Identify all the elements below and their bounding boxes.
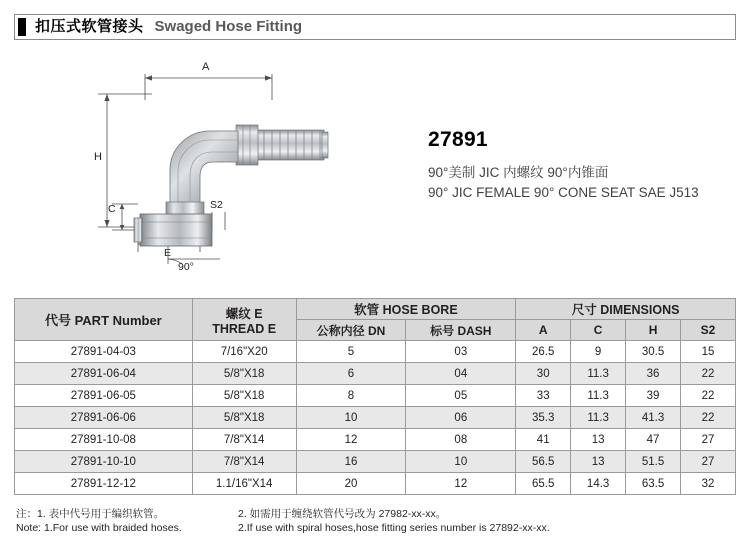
note-cn-left: 注：1. 表中代号用于编织软管。 (16, 508, 165, 520)
cell-c: 11.3 (571, 363, 626, 385)
cell-h: 47 (626, 429, 681, 451)
cell-c: 13 (571, 429, 626, 451)
footer-notes (16, 507, 736, 535)
cell-h: 39 (626, 385, 681, 407)
cell-c: 11.3 (571, 385, 626, 407)
dimension-a (145, 74, 272, 100)
cell-dash: 10 (406, 451, 516, 473)
cell-part-number: 27891-10-10 (15, 451, 193, 473)
cell-a: 30 (516, 363, 571, 385)
fitting-diagram-svg (60, 52, 390, 272)
cell-part-number: 27891-06-05 (15, 385, 193, 407)
cell-thread: 7/8"X14 (192, 429, 296, 451)
cell-dash: 05 (406, 385, 516, 407)
dimension-label-e: E (164, 247, 172, 259)
product-description-en: 90° JIC FEMALE 90° CONE SEAT SAE J513 (428, 185, 699, 200)
note-row-cn (16, 507, 736, 521)
header-thread-line1: 螺纹 E (225, 306, 263, 321)
cell-h: 30.5 (626, 341, 681, 363)
cell-c: 9 (571, 341, 626, 363)
header-titles (26, 15, 302, 39)
product-code: 27891 (428, 128, 488, 151)
cell-dash: 12 (406, 473, 516, 495)
cell-part-number: 27891-06-06 (15, 407, 193, 429)
table-row (15, 407, 736, 429)
product-info (428, 128, 738, 200)
cell-h: 51.5 (626, 451, 681, 473)
cell-a: 26.5 (516, 341, 571, 363)
header-accent-bar (18, 18, 26, 36)
cell-a: 41 (516, 429, 571, 451)
table-body (15, 341, 736, 495)
cell-s2: 22 (681, 363, 736, 385)
cell-part-number: 27891-10-08 (15, 429, 193, 451)
table-row (15, 473, 736, 495)
cell-part-number: 27891-06-04 (15, 363, 193, 385)
cell-s2: 22 (681, 407, 736, 429)
cell-s2: 27 (681, 451, 736, 473)
cell-a: 35.3 (516, 407, 571, 429)
header-h: H (626, 320, 681, 341)
ferrule-collar (236, 125, 258, 165)
cell-c: 11.3 (571, 407, 626, 429)
specifications-table (14, 298, 736, 495)
cell-dash: 04 (406, 363, 516, 385)
table-row (15, 341, 736, 363)
table-header (15, 299, 736, 341)
cell-thread: 7/16"X20 (192, 341, 296, 363)
cell-c: 14.3 (571, 473, 626, 495)
cell-h: 36 (626, 363, 681, 385)
cell-dn: 12 (296, 429, 406, 451)
note-en-right: 2.If use with spiral hoses,hose fitting series number is 27892-xx-xx. (238, 522, 550, 534)
page-header (14, 14, 736, 40)
cell-dn: 5 (296, 341, 406, 363)
cell-dn: 6 (296, 363, 406, 385)
dimension-s2 (212, 212, 225, 230)
cell-thread: 7/8"X14 (192, 451, 296, 473)
note-row-en (16, 521, 736, 535)
table-row (15, 385, 736, 407)
cell-dn: 8 (296, 385, 406, 407)
cell-s2: 22 (681, 385, 736, 407)
header-dn: 公称内径 DN (296, 320, 406, 341)
cell-dash: 08 (406, 429, 516, 451)
product-drawing (60, 52, 390, 272)
note-en-left: Note: 1.For use with braided hoses. (16, 522, 182, 534)
cell-dash: 06 (406, 407, 516, 429)
cell-h: 63.5 (626, 473, 681, 495)
cell-a: 65.5 (516, 473, 571, 495)
note-cn-right: 2. 如需用于缠绕软管代号改为 27982-xx-xx。 (238, 508, 447, 520)
cell-a: 33 (516, 385, 571, 407)
swivel-nut (134, 214, 212, 246)
table-row (15, 451, 736, 473)
header-hose-bore: 软管 HOSE BORE (296, 299, 516, 320)
header-thread (192, 299, 296, 341)
dimension-label-c: C (108, 203, 116, 215)
header-thread-line2: THREAD E (212, 321, 277, 336)
cell-thread: 5/8"X18 (192, 385, 296, 407)
cell-thread: 5/8"X18 (192, 407, 296, 429)
cell-s2: 27 (681, 429, 736, 451)
dimension-label-h: H (94, 151, 102, 163)
hose-insert-section (256, 130, 328, 160)
cell-thread: 5/8"X18 (192, 363, 296, 385)
header-dimensions: 尺寸 DIMENSIONS (516, 299, 736, 320)
angle-label: 90° (178, 261, 194, 272)
cell-dash: 03 (406, 341, 516, 363)
cell-h: 41.3 (626, 407, 681, 429)
page-title-cn: 扣压式软管接头 (35, 18, 144, 35)
cell-part-number: 27891-04-03 (15, 341, 193, 363)
cell-dn: 20 (296, 473, 406, 495)
cell-dn: 16 (296, 451, 406, 473)
cell-thread: 1.1/16"X14 (192, 473, 296, 495)
table-header-row-1 (15, 299, 736, 320)
cell-part-number: 27891-12-12 (15, 473, 193, 495)
dimension-h (98, 94, 152, 227)
elbow-body (170, 131, 238, 204)
table-row (15, 429, 736, 451)
table-row (15, 363, 736, 385)
header-dash: 标号 DASH (406, 320, 516, 341)
header-c: C (571, 320, 626, 341)
dimension-label-s2: S2 (210, 199, 223, 211)
cell-dn: 10 (296, 407, 406, 429)
header-part-number: 代号 PART Number (15, 299, 193, 341)
cell-s2: 15 (681, 341, 736, 363)
page-title-en: Swaged Hose Fitting (154, 18, 303, 35)
dimension-label-a: A (202, 61, 210, 73)
product-description-cn: 90°美制 JIC 内螺纹 90°内锥面 (428, 165, 609, 180)
header-s2: S2 (681, 320, 736, 341)
cell-a: 56.5 (516, 451, 571, 473)
cell-s2: 32 (681, 473, 736, 495)
cell-c: 13 (571, 451, 626, 473)
header-a: A (516, 320, 571, 341)
